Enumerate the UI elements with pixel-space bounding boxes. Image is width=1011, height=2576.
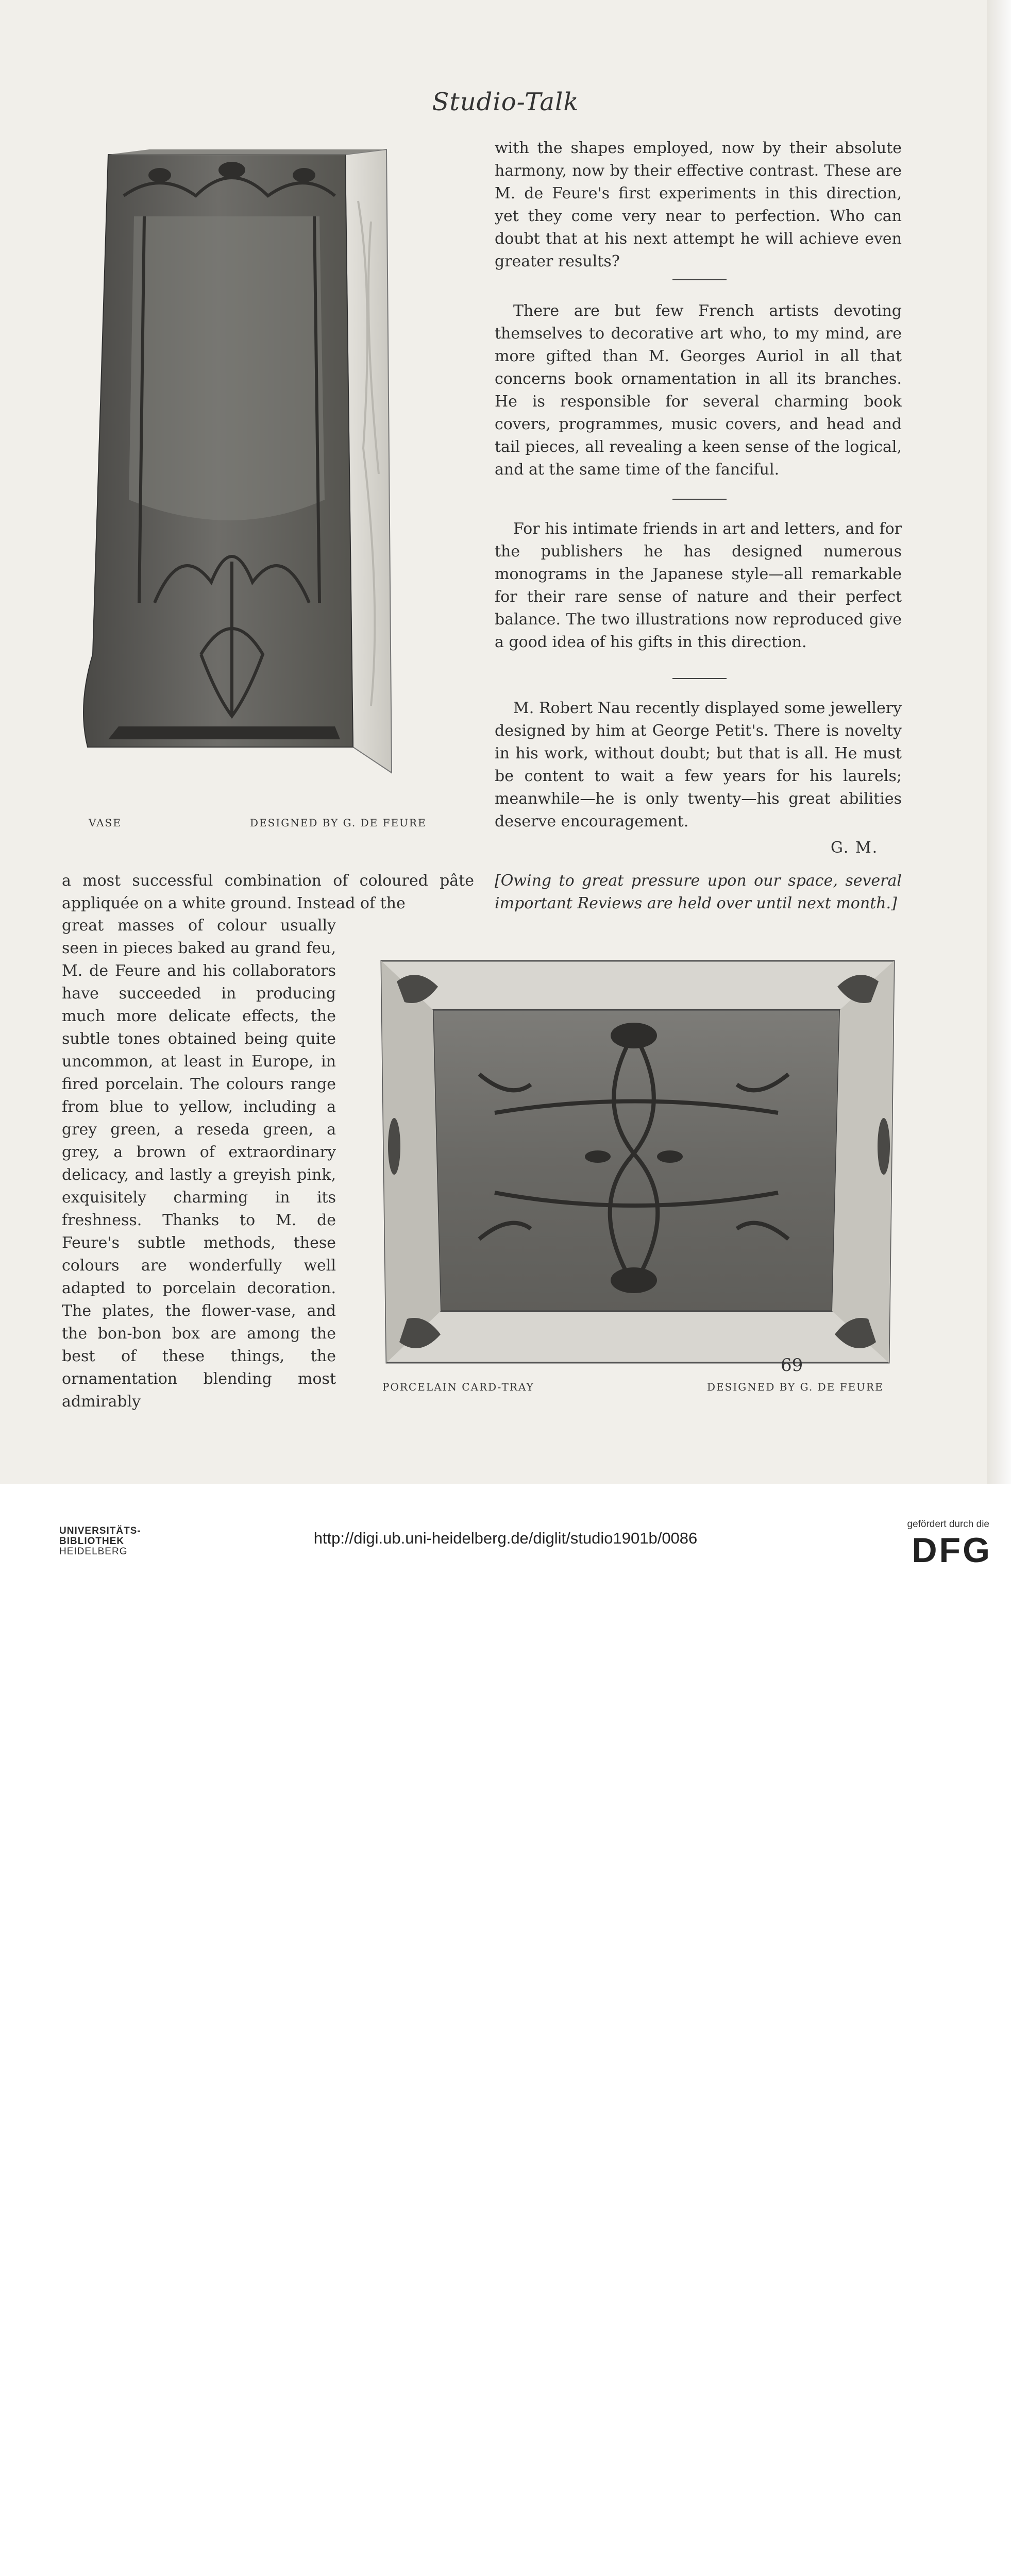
body-paragraph: M. Robert Nau recently displayed some jewellery designed by him at George Petit's. There is novelty in his work, without doubt; but that is all. He must be content to wait a few years for his laurels; meanwhile—he is only twenty—his great abilities deserve encouragement. [495, 699, 902, 831]
author-signature: G. M. [831, 839, 879, 857]
body-paragraph: There are but few French artists devoting themselves to decorative art who, to my mind, are more gifted than M. Georges Auriol in all that concerns book ornamentation in all its branches. He is responsible for several charming book covers, programmes, music covers, and head and tail pieces, all revealing a keen sense of the logical, and at the same time of the fanciful. [495, 302, 902, 479]
page-number: 69 [781, 1355, 803, 1376]
tray-caption-left: PORCELAIN CARD-TRAY [382, 1381, 534, 1393]
funding-note: gefördert durch die [907, 1519, 989, 1530]
card-tray-illustration [376, 951, 899, 1370]
library-name-line2: BIBLIOTHEK [59, 1536, 125, 1547]
body-paragraph: with the shapes employed, now by their absolute harmony, now by their effective contrast. These are M. de Feure's first experiments in this direction, yet they come very near to perfection. Who can doubt that at his next attempt he will achieve even greater results? [495, 139, 902, 270]
digitization-footer [0, 1484, 1011, 1571]
page-edge [987, 0, 1011, 1484]
section-rule [672, 279, 727, 280]
vase-illustration [77, 139, 448, 778]
tray-caption-right: DESIGNED BY G. DE FEURE [707, 1381, 884, 1393]
running-head: Studio-Talk [432, 88, 579, 116]
source-url-link[interactable]: http://digi.ub.uni-heidelberg.de/diglit/studio1901b/0086 [313, 1529, 698, 1547]
dfg-logo: DFG [912, 1531, 992, 1570]
section-rule [672, 678, 727, 679]
body-paragraph: For his intimate friends in art and letters, and for the publishers he has designed numerous monograms in the Japanese style—all remarkable for their rare sense of nature and their perfect balance. The two illustrations now reproduced give a good idea of his gifts in this direction. [495, 520, 902, 651]
body-paragraph: great masses of colour usually seen in pieces baked au grand feu, M. de Feure and his collaborators have succeeded in producing much more delicate effects, the subtle tones obtained being quite uncommon, at least in Europe, in fired porcelain. The colours range from blue to yellow, including a grey green, a reseda green, a grey, a brown of extraordinary delicacy, and lastly a greyish pink, exquisitely charming in its freshness. Thanks to M. de Feure's subtle methods, these colours are wonderfully well adapted to porcelain decoration. The plates, the flower-vase, and the bon-bon box are among the best of these things, the ornamentation blending most admirably [62, 917, 336, 1411]
library-name-line3: HEIDELBERG [59, 1546, 128, 1557]
body-paragraph: a most successful combination of coloured pâte appliquée on a white ground. Instead of the [62, 872, 474, 912]
section-rule [672, 499, 727, 500]
vase-caption-left: VASE [89, 817, 122, 829]
editor-note: [Owing to great pressure upon our space, several important Reviews are held over until next month.] [495, 872, 902, 912]
vase-caption-right: DESIGNED BY G. DE FEURE [250, 817, 427, 829]
library-name-line1: UNIVERSITÄTS- [59, 1526, 141, 1536]
